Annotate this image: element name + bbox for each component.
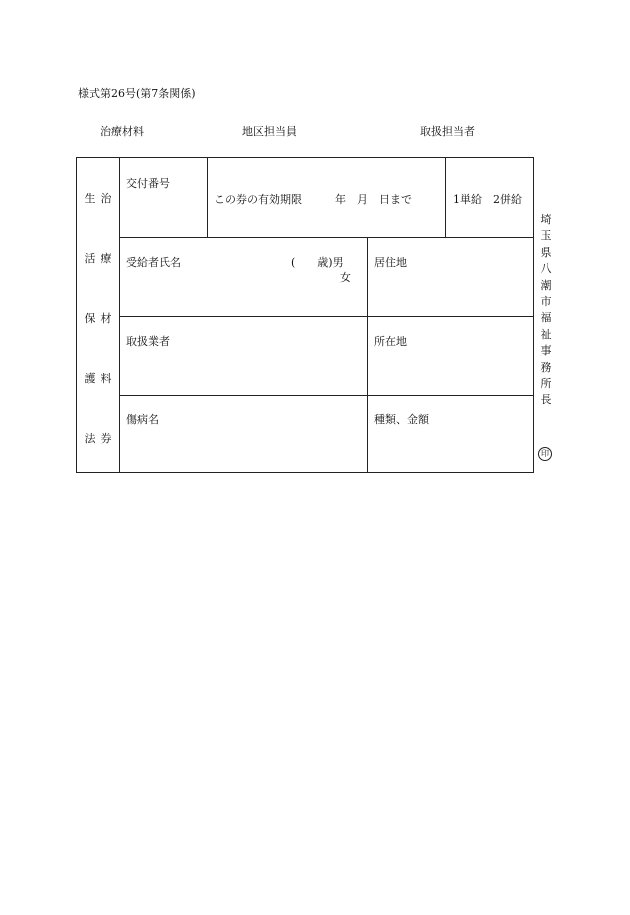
issuer-char: 県: [540, 245, 552, 259]
handler-label: 取扱業者: [126, 335, 170, 348]
divider: [207, 158, 208, 237]
divider: [445, 158, 446, 237]
validity-label: この券の有効期限 年 月 日まで: [214, 193, 412, 206]
left-title-col2: [99, 192, 113, 445]
type-amount-label: 種類、金額: [374, 413, 429, 426]
left-title-char: 活: [84, 252, 96, 265]
location-label: 所在地: [374, 335, 407, 348]
divider: [119, 316, 533, 317]
form-number: 様式第26号(第7条関係): [78, 87, 196, 100]
coupon-form-table: [76, 157, 534, 473]
female-label: 女: [340, 271, 351, 284]
left-title-char: 生: [84, 192, 96, 205]
issuer-char: 埼: [540, 213, 552, 226]
issuer-char: 長: [540, 393, 552, 407]
recipient-name-label: 受給者氏名: [126, 256, 181, 269]
disease-name-label: 傷病名: [126, 413, 159, 426]
divider: [119, 395, 533, 396]
issuer-char: 潮: [540, 278, 552, 292]
header-district-officer: 地区担当員: [242, 125, 297, 138]
issuer-char: 玉: [540, 229, 552, 243]
issuer-title-vertical: [538, 212, 554, 409]
left-title-char: 券: [100, 432, 112, 445]
header-treatment-material: 治療材料: [100, 125, 144, 138]
divider: [119, 158, 120, 472]
left-title-char: 保: [84, 312, 96, 325]
divider: [119, 237, 533, 238]
left-title-col1: [83, 192, 97, 445]
left-title-char: 治: [100, 192, 112, 205]
left-title-char: 法: [84, 432, 96, 445]
issuer-char: 八: [540, 262, 552, 276]
single-combined-label: 1単給 2併給: [453, 193, 522, 206]
issuer-char: 福: [540, 311, 552, 325]
issue-number-label: 交付番号: [126, 177, 170, 190]
issuer-char: 所: [540, 377, 552, 391]
left-title-char: 料: [100, 372, 112, 385]
age-male-label: ( 歳)男: [291, 256, 344, 269]
issuer-char: 市: [540, 295, 552, 309]
residence-label: 居住地: [374, 256, 407, 269]
issuer-char: 務: [540, 360, 552, 374]
seal-mark: 印: [538, 447, 552, 461]
issuer-char: 事: [540, 344, 552, 358]
left-title-char: 材: [100, 312, 112, 325]
header-handling-officer: 取扱担当者: [420, 125, 475, 138]
divider: [367, 237, 368, 472]
issuer-char: 祉: [540, 327, 552, 341]
left-title-char: 護: [84, 372, 96, 385]
left-title-char: 療: [100, 252, 112, 265]
